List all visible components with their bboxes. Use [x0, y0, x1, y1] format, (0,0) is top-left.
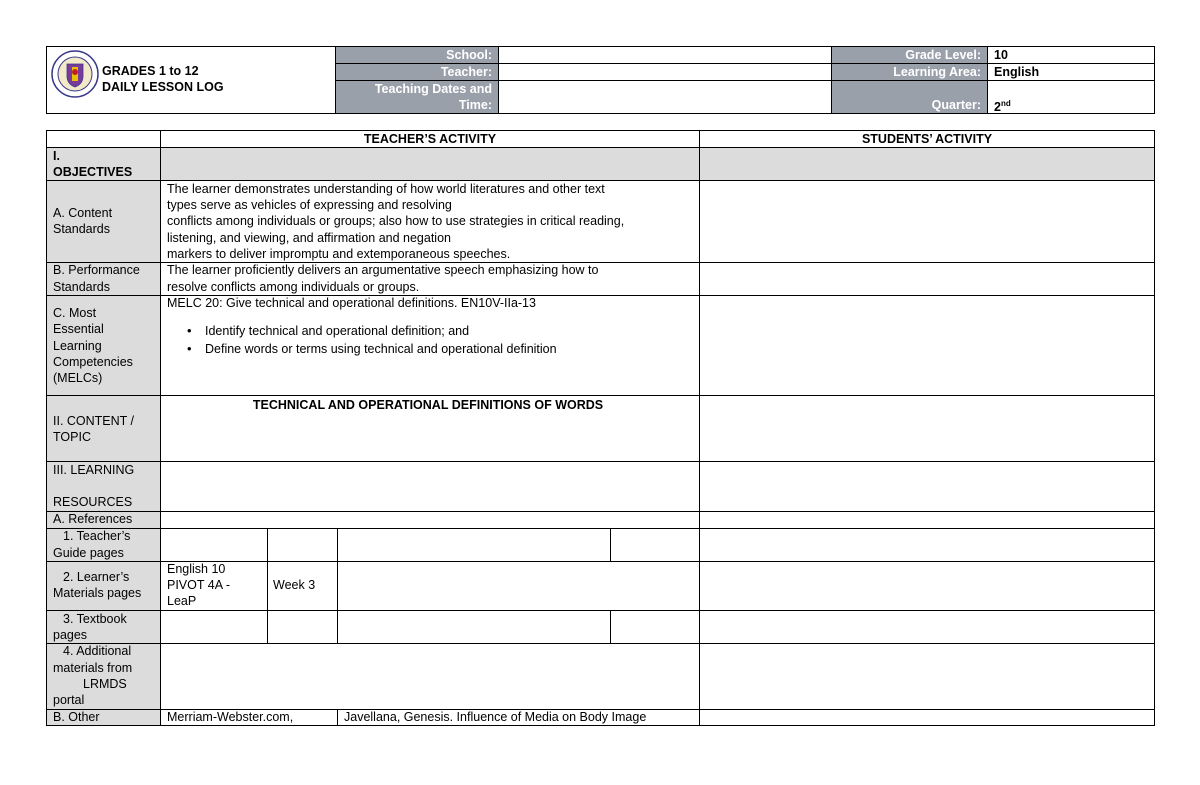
school-field[interactable]	[498, 46, 832, 64]
resources-label-line2: RESOURCES	[53, 495, 133, 509]
content-standards-text-3: conflicts among individuals or groups; also how to use strategies in critical reading,	[167, 214, 625, 228]
melc-bullet-list	[160, 322, 690, 358]
tg-col2[interactable]	[267, 528, 338, 562]
quarter-label: Quarter:	[931, 98, 981, 112]
additional-label-1: 4. Additional	[63, 644, 132, 658]
teacher-activity-header: TEACHER’S ACTIVITY	[363, 132, 497, 146]
lm-label-1: 2. Learner’s	[63, 570, 130, 584]
references-label: A. References	[53, 512, 133, 526]
melc-label-1: C. Most	[53, 306, 97, 320]
performance-standards-text-2: resolve conflicts among individuals or groups.	[167, 280, 420, 294]
tg-label-2: Guide pages	[53, 546, 124, 560]
other-student-cell	[699, 709, 1155, 726]
tb-label-2: pages	[53, 628, 88, 642]
content-standards-text-1: The learner demonstrates understanding of how world literatures and other text	[167, 182, 605, 196]
content-standards-label-2: Standards	[53, 222, 110, 236]
melc-label-2: Essential	[53, 322, 104, 336]
additional-student-cell	[699, 643, 1155, 710]
deped-seal-icon	[51, 50, 99, 98]
objectives-label-line2: OBJECTIVES	[53, 165, 133, 179]
teacher-label: Teacher:	[440, 65, 492, 79]
doc-title-line1: GRADES 1 to 12	[102, 64, 199, 78]
melc-label-4: Competencies	[53, 355, 133, 369]
performance-standards-label-1: B. Performance	[53, 263, 140, 277]
lm-col3[interactable]	[337, 561, 700, 611]
lm-student-cell	[699, 561, 1155, 611]
tg-col3[interactable]	[337, 528, 611, 562]
grade-label: Grade Level:	[905, 48, 981, 62]
references-student-cell	[699, 511, 1155, 529]
dates-label-line2: Time:	[458, 98, 492, 112]
list-item: • Identify technical and operational definition; and	[160, 322, 690, 340]
lm-col1-line1: English 10	[167, 562, 226, 576]
quarter-value	[994, 96, 1011, 116]
resources-student-cell	[699, 461, 1155, 512]
lm-col1-line3: LeaP	[167, 594, 197, 608]
objectives-student-cell	[699, 147, 1155, 181]
tb-student-cell	[699, 610, 1155, 644]
content-standards-label-1: A. Content	[53, 206, 113, 220]
melc-student-cell	[699, 295, 1155, 396]
dates-field[interactable]	[498, 80, 832, 114]
other-col2-text: Javellana, Genesis. Influence of Media on Body Image	[344, 710, 647, 724]
melc-label-3: Learning	[53, 339, 102, 353]
quarter-number: 2	[994, 100, 1001, 115]
quarter-field[interactable]	[987, 80, 1155, 114]
content-topic-text: TECHNICAL AND OPERATIONAL DEFINITIONS OF WORDS	[252, 398, 604, 412]
area-label: Learning Area:	[893, 65, 981, 79]
content-standards-text-2: types serve as vehicles of expressing and resolving	[167, 198, 452, 212]
objectives-teacher-cell	[160, 147, 700, 181]
melc-label-5: (MELCs)	[53, 371, 103, 385]
references-teacher-cell	[160, 511, 700, 529]
tb-label-1: 3. Textbook	[63, 612, 127, 626]
lm-label-2: Materials pages	[53, 586, 142, 600]
students-activity-header: STUDENTS’ ACTIVITY	[861, 132, 993, 146]
other-label: B. Other	[53, 710, 100, 724]
tb-col3[interactable]	[337, 610, 611, 644]
melc-text: MELC 20: Give technical and operational definitions. EN10V-IIa-13	[167, 296, 536, 310]
additional-label-2: materials from	[53, 661, 133, 675]
tb-col4[interactable]	[610, 610, 700, 644]
corner-cell	[46, 130, 161, 148]
content-topic-student-cell	[699, 395, 1155, 462]
lm-col2-text: Week 3	[273, 578, 316, 592]
performance-standards-student-cell	[699, 262, 1155, 296]
tb-col1[interactable]	[160, 610, 268, 644]
content-topic-label-1: II. CONTENT /	[53, 414, 135, 428]
tg-student-cell	[699, 528, 1155, 562]
other-col1-text: Merriam-Webster.com,	[167, 710, 294, 724]
doc-title-line2: DAILY LESSON LOG	[102, 80, 224, 94]
additional-label-3: LRMDS	[83, 677, 127, 691]
tb-col2[interactable]	[267, 610, 338, 644]
additional-teacher-cell	[160, 643, 700, 710]
tg-col1[interactable]	[160, 528, 268, 562]
resources-teacher-cell	[160, 461, 700, 512]
content-standards-student-cell	[699, 180, 1155, 263]
content-topic-label-2: TOPIC	[53, 430, 91, 444]
performance-standards-text-1: The learner proficiently delivers an argumentative speech emphasizing how to	[167, 263, 599, 277]
tg-col4[interactable]	[610, 528, 700, 562]
tg-label-1: 1. Teacher’s	[63, 529, 131, 543]
dates-label-line1: Teaching Dates and	[374, 82, 492, 96]
content-standards-text-4: listening, and viewing, and affirmation and negation	[167, 231, 451, 245]
content-standards-text-5: markers to deliver impromptu and extemporaneous speeches.	[167, 247, 511, 261]
grade-value: 10	[994, 48, 1008, 62]
quarter-suffix: nd	[1000, 99, 1011, 108]
lm-col1-line2: PIVOT 4A -	[167, 578, 230, 592]
performance-standards-label-2: Standards	[53, 280, 110, 294]
grade-field[interactable]	[987, 46, 1155, 64]
list-item: • Define words or terms using technical and operational definition	[160, 340, 690, 358]
additional-label-4: portal	[53, 693, 85, 707]
objectives-label-line1: I.	[53, 149, 60, 163]
resources-label-line1: III. LEARNING	[53, 463, 135, 477]
school-label: School:	[446, 48, 492, 62]
teacher-field[interactable]	[498, 63, 832, 81]
area-value: English	[994, 65, 1040, 79]
